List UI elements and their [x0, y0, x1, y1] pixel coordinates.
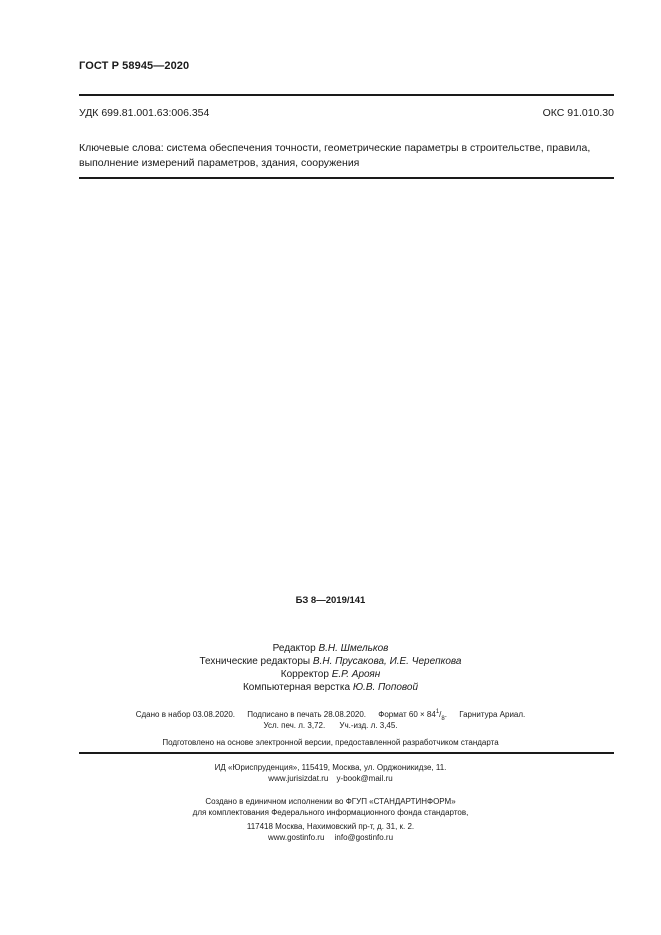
udk-code: УДК 699.81.001.63:006.354 [79, 107, 210, 119]
format: Формат 60 × 841/8. [378, 709, 447, 722]
keywords-line-1: Ключевые слова: система обеспечения точности, геометрические параметры в строительстве, правила, [79, 142, 591, 154]
publisher-site[interactable]: www.jurisizdat.ru [268, 774, 329, 783]
editor-line [0, 642, 661, 656]
standard-code: ГОСТ Р 58945—2020 [79, 60, 190, 72]
typeface: Гарнитура Ариал. [459, 710, 526, 719]
publisher-contacts [0, 773, 661, 784]
layout-label: Компьютерная верстка [242, 682, 351, 693]
editor-label: Редактор [272, 643, 316, 654]
created-address: 117418 Москва, Нахимовский пр-т, д. 31, к. 2. [246, 822, 415, 831]
sent-to-set: Сдано в набор 03.08.2020. [135, 710, 236, 719]
created-contacts [0, 832, 661, 843]
layout-line [0, 681, 661, 695]
layout-name: Ю.В. Поповой [352, 682, 419, 693]
created-site[interactable]: www.gostinfo.ru [267, 833, 325, 842]
oks-code: ОКС 91.010.30 [542, 107, 614, 119]
tech-editors-line [0, 655, 661, 669]
top-divider [79, 94, 614, 96]
created-line-2: для комплектования Федерального информационного фонда стандартов, [192, 808, 469, 817]
corrector-name: Е.Р. Ароян [331, 669, 381, 680]
corrector-label: Корректор [280, 669, 329, 680]
publisher-email[interactable]: y-book@mail.ru [336, 774, 393, 783]
print-details [0, 709, 661, 720]
keywords-divider [79, 177, 614, 179]
uch-izd: Уч.-изд. л. 3,45. [339, 721, 398, 730]
print-sheets [0, 720, 661, 731]
signed-to-print: Подписано в печать 28.08.2020. [247, 710, 367, 719]
editor-name: В.Н. Шмельков [318, 643, 389, 654]
keywords [79, 141, 619, 171]
bz-number: БЗ 8—2019/141 [295, 595, 366, 606]
publisher-line: ИД «Юриспруденция», 115419, Москва, ул. Орджоникидзе, 11. [214, 763, 447, 772]
corrector-line [0, 668, 661, 682]
prepared-note: Подготовлено на основе электронной версии, предоставленной разработчиком стандарта [162, 738, 499, 747]
created-email[interactable]: info@gostinfo.ru [334, 833, 394, 842]
created-line-1: Создано в единичном исполнении во ФГУП «СТАНДАРТИНФОРМ» [205, 797, 456, 806]
tech-editors-label: Технические редакторы [199, 656, 311, 667]
keywords-line-2: выполнение измерений параметров, здания, сооружения [79, 157, 360, 169]
usl-pech: Усл. печ. л. 3,72. [263, 721, 326, 730]
imprint-divider [79, 752, 614, 754]
tech-editors-names: В.Н. Прусакова, И.Е. Черепкова [312, 656, 462, 667]
